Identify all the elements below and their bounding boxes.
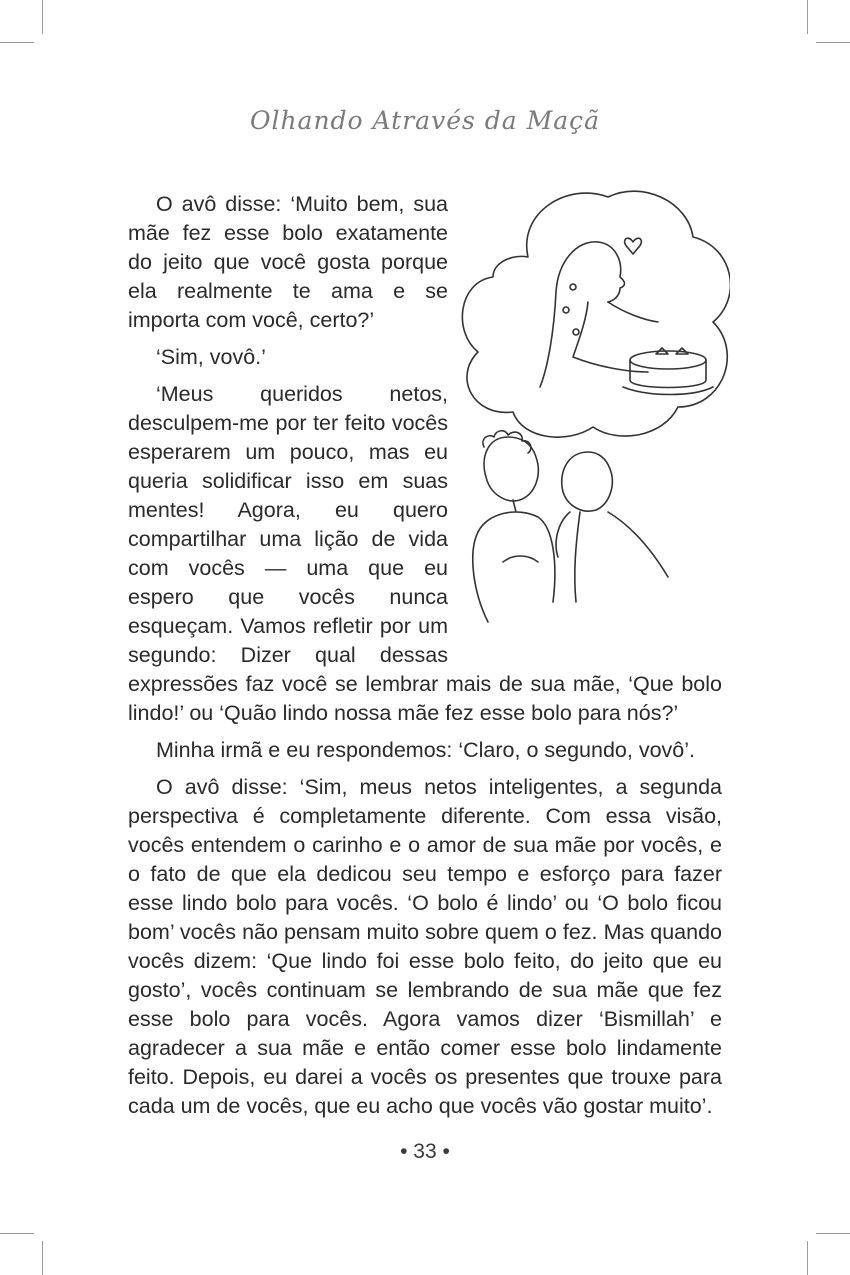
- paragraph-5: O avô disse: ‘Sim, meus netos inteligentes, a segunda perspectiva é completamente diferente. Com essa visão, vocês entendem o carinho e o amor de sua mãe por vocês, e o fato de que ela dedicou seu tempo e esforço para fazer esse lindo bolo para vocês. ‘O bolo é lindo’ ou ‘O bolo ficou bom’ vocês não pensam muito sobre quem o fez. Mas quando vocês dizem: ‘Que lindo foi esse bolo feito, do jeito que eu gosto’, vocês continuam se lembrando de sua mãe que fez esse bolo para vocês. Agora vamos dizer ‘Bismillah’ e agradecer a sua mãe e então comer esse bolo lindamente feito. Depois, eu darei a vocês os presentes que trouxe para cada um de vocês, que eu acho que vocês vão gostar muito’.: [128, 775, 722, 1118]
- paragraph-3: ‘Meus queridos netos, desculpem-me por ter feito vocês esperarem um pouco, mas eu queria solidificar isso em suas mentes! Agora, eu quero compartilhar uma lição de vida com vocês — uma que eu espero que vocês nunca esqueçam. Vamos refletir por um segundo: Dizer qual dessas expressões faz você se lembrar mais de sua mãe, ‘Que bolo lindo!’ ou ‘Quão lindo nossa mãe fez esse bolo para nós?’: [128, 382, 722, 725]
- paragraph-4: Minha irmã e eu respondemos: ‘Claro, o segundo, vovô’.: [156, 738, 695, 762]
- crop-mark-top-right-h: [816, 42, 850, 43]
- cake-body: [630, 360, 706, 388]
- heart-icon: [625, 238, 642, 254]
- crop-mark-top-left-h: [0, 42, 34, 43]
- mother-face: [598, 242, 625, 302]
- crop-mark-bottom-right-h: [816, 1233, 850, 1234]
- crop-mark-top-right-v: [807, 0, 808, 34]
- page-number: • 33 •: [400, 1140, 450, 1163]
- mother-headscarf: [540, 242, 598, 387]
- body-text: [128, 190, 722, 1129]
- crop-mark-top-left-v: [42, 0, 43, 34]
- crop-mark-bottom-right-v: [807, 1241, 808, 1275]
- crop-mark-bottom-left-v: [42, 1241, 43, 1275]
- paragraph-1: O avô disse: ‘Muito bem, sua mãe fez esse bolo exatamente do jeito que você gosta porque ela realmente te ama e se importa com você, certo?’: [128, 192, 448, 332]
- girl-head: [562, 452, 613, 511]
- thought-cloud: [462, 191, 730, 437]
- running-head: Olhando Através da Maçã: [249, 106, 601, 135]
- crop-mark-bottom-left-h: [0, 1233, 34, 1234]
- mother-with-cake-and-children-illustration: [458, 182, 730, 660]
- paragraph-2: ‘Sim, vovô.’: [156, 345, 266, 369]
